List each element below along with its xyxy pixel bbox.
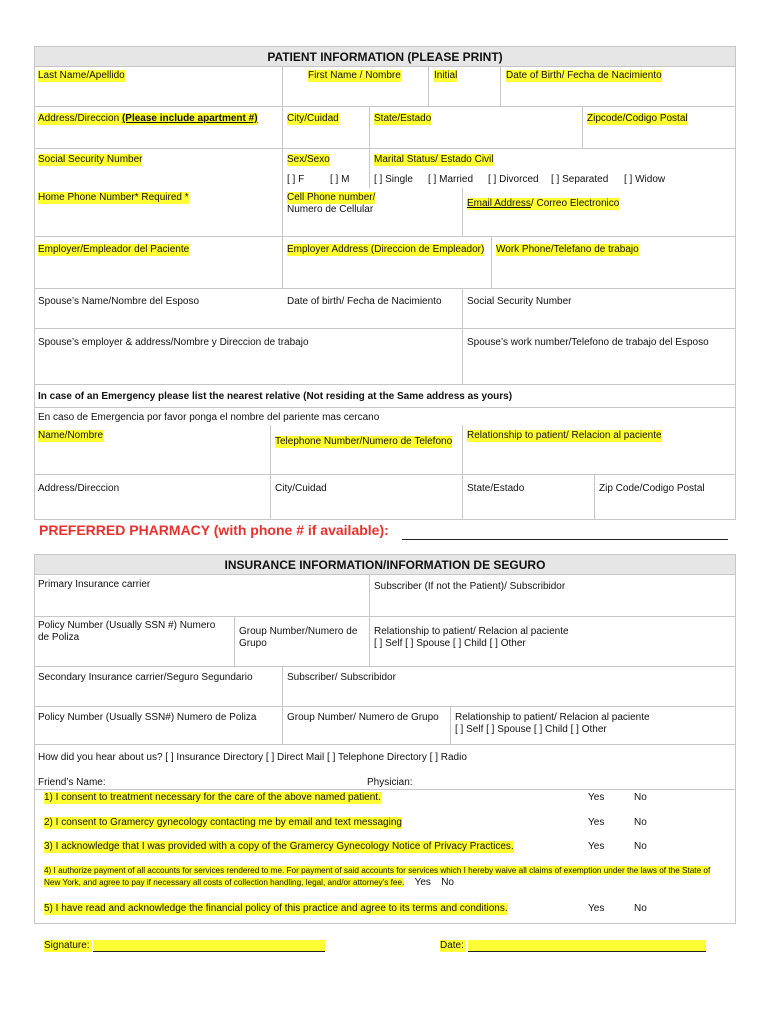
- employer-address-label: Employer Address (Direccion de Empleador): [287, 244, 485, 255]
- spouse-dob-label: Date of birth/ Fecha de Nacimiento: [287, 296, 442, 307]
- consent-5-yes[interactable]: Yes: [588, 903, 605, 914]
- home-phone-label: Home Phone Number* Required *: [38, 192, 189, 203]
- ssn-label: Social Security Number: [38, 154, 143, 165]
- emergency-relationship-label: Relationship to patient/ Relacion al paciente: [467, 430, 662, 441]
- subscriber-label: Subscriber (If not the Patient)/ Subscribidor: [374, 581, 566, 592]
- consent-5-text: 5) I have read and acknowledge the financial policy of this practice and agree to its terms and conditions.: [44, 903, 508, 914]
- physician-label: Physician:: [367, 777, 413, 788]
- hear-about-us-options[interactable]: How did you hear about us? [ ] Insurance Directory [ ] Direct Mail [ ] Telephone Directory [ ] Radio: [38, 752, 467, 763]
- signature-label: Signature:: [44, 940, 90, 951]
- emergency-zip-label: Zip Code/Codigo Postal: [599, 483, 705, 494]
- policy-number-label: Policy Number (Usually SSN #) Numero de Poliza: [38, 620, 216, 643]
- consent-4-text: 4) I authorize payment of all accounts for services rendered to me. For payment of said accounts for services which I hereby waive all claims of exemption under the laws of the State of New York, and agree to pay if necessary all costs of collection handling, legal, and/or attorney’s fee. Yes No: [44, 866, 711, 888]
- secondary-subscriber-label: Subscriber/ Subscribidor: [287, 672, 396, 683]
- employer-label: Employer/Empleador del Paciente: [38, 244, 190, 255]
- city-label: City/Cuidad: [287, 113, 339, 124]
- signature-line[interactable]: [93, 940, 325, 952]
- consent-1-text: 1) I consent to treatment necessary for the care of the above named patient.: [44, 792, 381, 803]
- spouse-employer-label: Spouse’s employer & address/Nombre y Direccion de trabajo: [38, 337, 309, 348]
- cell-phone-label: Cell Phone number/ Numero de Cellular: [287, 192, 376, 215]
- emergency-state-label: State/Estado: [467, 483, 525, 494]
- patient-info-header: PATIENT INFORMATION (PLEASE PRINT): [35, 47, 735, 67]
- sex-f-checkbox[interactable]: [ ] F: [287, 174, 305, 185]
- email-label: Email Address/ Correo Electronico: [467, 198, 620, 209]
- secondary-carrier-label: Secondary Insurance carrier/Seguro Segundario: [38, 672, 253, 683]
- address-label: Address/Direccion (Please include apartment #): [38, 113, 258, 124]
- emergency-phone-label: Telephone Number/Numero de Telefono: [275, 436, 453, 447]
- initial-label: Initial: [434, 70, 458, 81]
- state-label: State/Estado: [374, 113, 432, 124]
- consent-1-no[interactable]: No: [634, 792, 647, 803]
- consent-5-no[interactable]: No: [634, 903, 647, 914]
- consent-3-no[interactable]: No: [634, 841, 647, 852]
- consent-2-yes[interactable]: Yes: [588, 817, 605, 828]
- friend-name-label: Friend’s Name:: [38, 777, 106, 788]
- emergency-name-label: Name/Nombre: [38, 430, 104, 441]
- secondary-relationship-label: Relationship to patient/ Relacion al paciente [ ] Self [ ] Spouse [ ] Child [ ] Other: [455, 712, 650, 735]
- emergency-subheading: En caso de Emergencia por favor ponga el nombre del pariente mas cercano: [38, 412, 380, 423]
- marital-separated-checkbox[interactable]: [ ] Separated: [551, 174, 609, 185]
- first-name-label: First Name / Nombre: [308, 70, 401, 81]
- consent-4-no[interactable]: No: [441, 877, 454, 888]
- spouse-name-label: Spouse’s Name/Nombre del Esposo: [38, 296, 200, 307]
- consent-4-yes[interactable]: Yes: [414, 877, 431, 888]
- marital-widow-checkbox[interactable]: [ ] Widow: [624, 174, 666, 185]
- dob-label: Date of Birth/ Fecha de Nacimiento: [506, 70, 662, 81]
- last-name-label: Last Name/Apellido: [38, 70, 125, 81]
- sex-label: Sex/Sexo: [287, 154, 330, 165]
- consent-3-text: 3) I acknowledge that I was provided with a copy of the Gramercy Gynecology Notice of Privacy Practices.: [44, 841, 514, 852]
- primary-carrier-label: Primary Insurance carrier: [38, 579, 151, 590]
- secondary-policy-label: Policy Number (Usually SSN#) Numero de Poliza: [38, 712, 257, 723]
- zipcode-label: Zipcode/Codigo Postal: [587, 113, 688, 124]
- consent-2-no[interactable]: No: [634, 817, 647, 828]
- secondary-group-label: Group Number/ Numero de Grupo: [287, 712, 439, 723]
- spouse-ssn-label: Social Security Number: [467, 296, 572, 307]
- preferred-pharmacy-label: PREFERRED PHARMACY (with phone # if available):: [39, 522, 389, 538]
- consent-1-yes[interactable]: Yes: [588, 792, 605, 803]
- emergency-address-label: Address/Direccion: [38, 483, 120, 494]
- marital-status-label: Marital Status/ Estado Civil: [374, 154, 494, 165]
- marital-divorced-checkbox[interactable]: [ ] Divorced: [488, 174, 539, 185]
- pharmacy-input-line[interactable]: [402, 539, 728, 540]
- work-phone-label: Work Phone/Telefano de trabajo: [496, 244, 639, 255]
- emergency-heading: In case of an Emergency please list the nearest relative (Not residing at the Same address as yours): [38, 391, 513, 402]
- group-number-label: Group Number/Numero de Grupo: [239, 626, 358, 649]
- insurance-header: INSURANCE INFORMATION/INFORMATION DE SEGURO: [35, 555, 735, 575]
- marital-single-checkbox[interactable]: [ ] Single: [374, 174, 413, 185]
- consent-3-yes[interactable]: Yes: [588, 841, 605, 852]
- relationship-label: Relationship to patient/ Relacion al paciente [ ] Self [ ] Spouse [ ] Child [ ] Other: [374, 626, 569, 649]
- date-label: Date:: [440, 940, 464, 951]
- sex-m-checkbox[interactable]: [ ] M: [330, 174, 350, 185]
- spouse-work-number-label: Spouse’s work number/Telefono de trabajo del Esposo: [467, 337, 709, 348]
- marital-married-checkbox[interactable]: [ ] Married: [428, 174, 474, 185]
- emergency-city-label: City/Cuidad: [275, 483, 327, 494]
- date-line[interactable]: [468, 940, 706, 952]
- consent-2-text: 2) I consent to Gramercy gynecology contacting me by email and text messaging: [44, 817, 402, 828]
